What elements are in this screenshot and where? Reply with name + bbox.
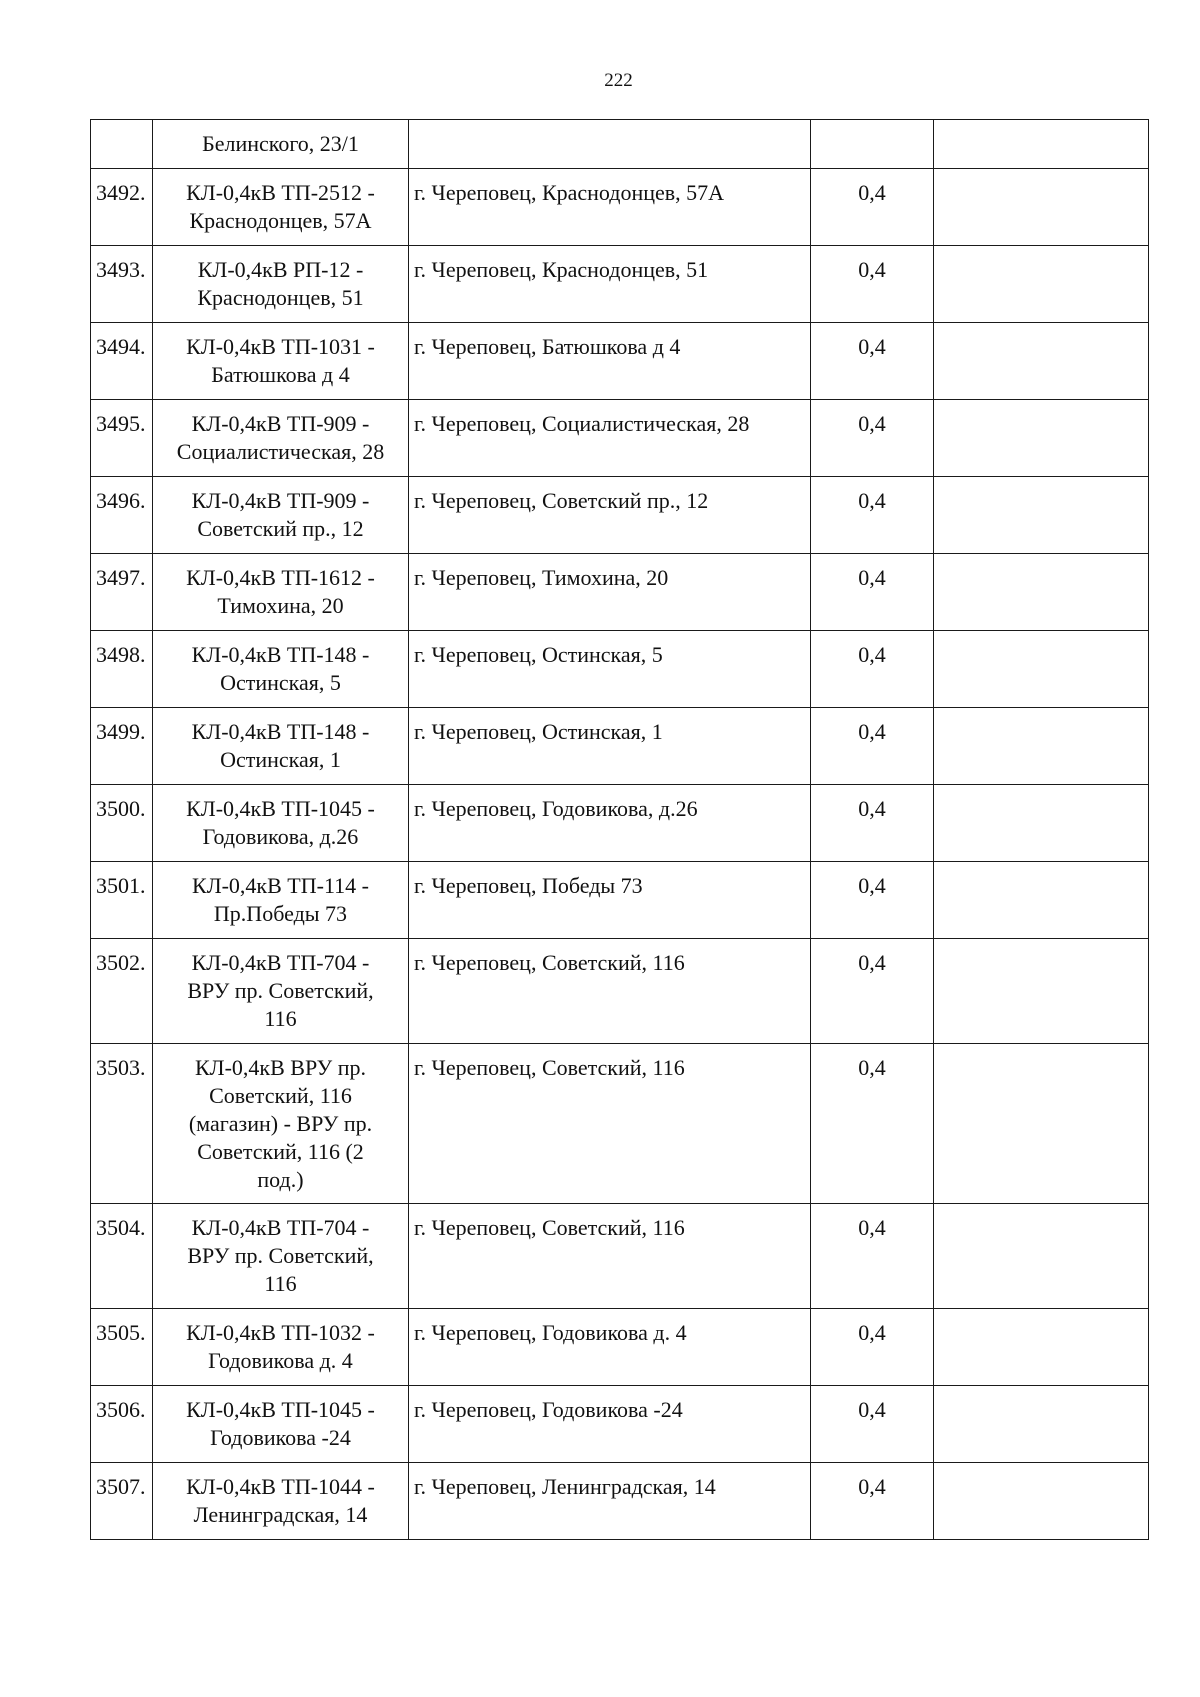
extra-cell [934, 862, 1149, 939]
line-name: КЛ-0,4кВ ТП-114 - Пр.Победы 73 [153, 862, 409, 939]
row-number [91, 120, 153, 169]
row-number: 3502. [91, 939, 153, 1044]
extra-cell [934, 169, 1149, 246]
row-number: 3493. [91, 246, 153, 323]
address: г. Череповец, Годовикова д. 4 [409, 1309, 811, 1386]
row-number: 3492. [91, 169, 153, 246]
line-name: КЛ-0,4кВ ВРУ пр. Советский, 116 (магазин) - ВРУ пр. Советский, 116 (2 под.) [153, 1044, 409, 1204]
address: г. Череповец, Краснодонцев, 51 [409, 246, 811, 323]
table-row [91, 1386, 1149, 1463]
line-name: Белинского, 23/1 [153, 120, 409, 169]
voltage: 0,4 [811, 400, 934, 477]
extra-cell [934, 477, 1149, 554]
extra-cell [934, 708, 1149, 785]
address: г. Череповец, Годовикова -24 [409, 1386, 811, 1463]
line-name: КЛ-0,4кВ ТП-1032 - Годовикова д. 4 [153, 1309, 409, 1386]
extra-cell [934, 1044, 1149, 1204]
voltage: 0,4 [811, 1463, 934, 1540]
line-name: КЛ-0,4кВ ТП-704 - ВРУ пр. Советский, 116 [153, 1204, 409, 1309]
line-name: КЛ-0,4кВ ТП-1044 - Ленинградская, 14 [153, 1463, 409, 1540]
voltage: 0,4 [811, 323, 934, 400]
row-number: 3494. [91, 323, 153, 400]
address: г. Череповец, Остинская, 5 [409, 631, 811, 708]
address: г. Череповец, Батюшкова д 4 [409, 323, 811, 400]
voltage: 0,4 [811, 1386, 934, 1463]
voltage [811, 120, 934, 169]
table-row [91, 862, 1149, 939]
address: г. Череповец, Краснодонцев, 57А [409, 169, 811, 246]
voltage: 0,4 [811, 477, 934, 554]
table-row [91, 939, 1149, 1044]
voltage: 0,4 [811, 169, 934, 246]
voltage: 0,4 [811, 1309, 934, 1386]
address: г. Череповец, Ленинградская, 14 [409, 1463, 811, 1540]
address: г. Череповец, Советский, 116 [409, 1204, 811, 1309]
row-number: 3495. [91, 400, 153, 477]
extra-cell [934, 1463, 1149, 1540]
table-row [91, 554, 1149, 631]
table-row [91, 169, 1149, 246]
line-name: КЛ-0,4кВ ТП-1045 - Годовикова, д.26 [153, 785, 409, 862]
table-row [91, 120, 1149, 169]
table-body [91, 120, 1149, 1540]
table-row [91, 1309, 1149, 1386]
line-name: КЛ-0,4кВ ТП-909 - Советский пр., 12 [153, 477, 409, 554]
line-name: КЛ-0,4кВ РП-12 - Краснодонцев, 51 [153, 246, 409, 323]
line-name: КЛ-0,4кВ ТП-1045 - Годовикова -24 [153, 1386, 409, 1463]
line-name: КЛ-0,4кВ ТП-148 - Остинская, 5 [153, 631, 409, 708]
line-name: КЛ-0,4кВ ТП-704 - ВРУ пр. Советский, 116 [153, 939, 409, 1044]
row-number: 3497. [91, 554, 153, 631]
row-number: 3507. [91, 1463, 153, 1540]
voltage: 0,4 [811, 554, 934, 631]
extra-cell [934, 120, 1149, 169]
table-row [91, 631, 1149, 708]
cable-lines-table [90, 119, 1149, 1540]
row-number: 3496. [91, 477, 153, 554]
table-row [91, 400, 1149, 477]
voltage: 0,4 [811, 246, 934, 323]
table-row [91, 1044, 1149, 1204]
address: г. Череповец, Советский пр., 12 [409, 477, 811, 554]
row-number: 3500. [91, 785, 153, 862]
voltage: 0,4 [811, 708, 934, 785]
address: г. Череповец, Победы 73 [409, 862, 811, 939]
row-number: 3499. [91, 708, 153, 785]
extra-cell [934, 785, 1149, 862]
table-row [91, 708, 1149, 785]
table-row [91, 246, 1149, 323]
line-name: КЛ-0,4кВ ТП-1031 - Батюшкова д 4 [153, 323, 409, 400]
address: г. Череповец, Советский, 116 [409, 1044, 811, 1204]
line-name: КЛ-0,4кВ ТП-148 - Остинская, 1 [153, 708, 409, 785]
table-row [91, 1204, 1149, 1309]
line-name: КЛ-0,4кВ ТП-1612 - Тимохина, 20 [153, 554, 409, 631]
address: г. Череповец, Советский, 116 [409, 939, 811, 1044]
address [409, 120, 811, 169]
extra-cell [934, 1309, 1149, 1386]
row-number: 3504. [91, 1204, 153, 1309]
extra-cell [934, 1204, 1149, 1309]
voltage: 0,4 [811, 1044, 934, 1204]
extra-cell [934, 631, 1149, 708]
line-name: КЛ-0,4кВ ТП-909 - Социалистическая, 28 [153, 400, 409, 477]
table-row [91, 323, 1149, 400]
table-row [91, 477, 1149, 554]
address: г. Череповец, Годовикова, д.26 [409, 785, 811, 862]
voltage: 0,4 [811, 631, 934, 708]
address: г. Череповец, Тимохина, 20 [409, 554, 811, 631]
address: г. Череповец, Социалистическая, 28 [409, 400, 811, 477]
table-row [91, 1463, 1149, 1540]
voltage: 0,4 [811, 1204, 934, 1309]
row-number: 3501. [91, 862, 153, 939]
voltage: 0,4 [811, 862, 934, 939]
address: г. Череповец, Остинская, 1 [409, 708, 811, 785]
row-number: 3506. [91, 1386, 153, 1463]
extra-cell [934, 554, 1149, 631]
extra-cell [934, 323, 1149, 400]
row-number: 3498. [91, 631, 153, 708]
row-number: 3505. [91, 1309, 153, 1386]
extra-cell [934, 1386, 1149, 1463]
extra-cell [934, 939, 1149, 1044]
voltage: 0,4 [811, 939, 934, 1044]
page-number: 222 [604, 70, 633, 91]
row-number: 3503. [91, 1044, 153, 1204]
extra-cell [934, 246, 1149, 323]
extra-cell [934, 400, 1149, 477]
line-name: КЛ-0,4кВ ТП-2512 - Краснодонцев, 57А [153, 169, 409, 246]
voltage: 0,4 [811, 785, 934, 862]
table-row [91, 785, 1149, 862]
